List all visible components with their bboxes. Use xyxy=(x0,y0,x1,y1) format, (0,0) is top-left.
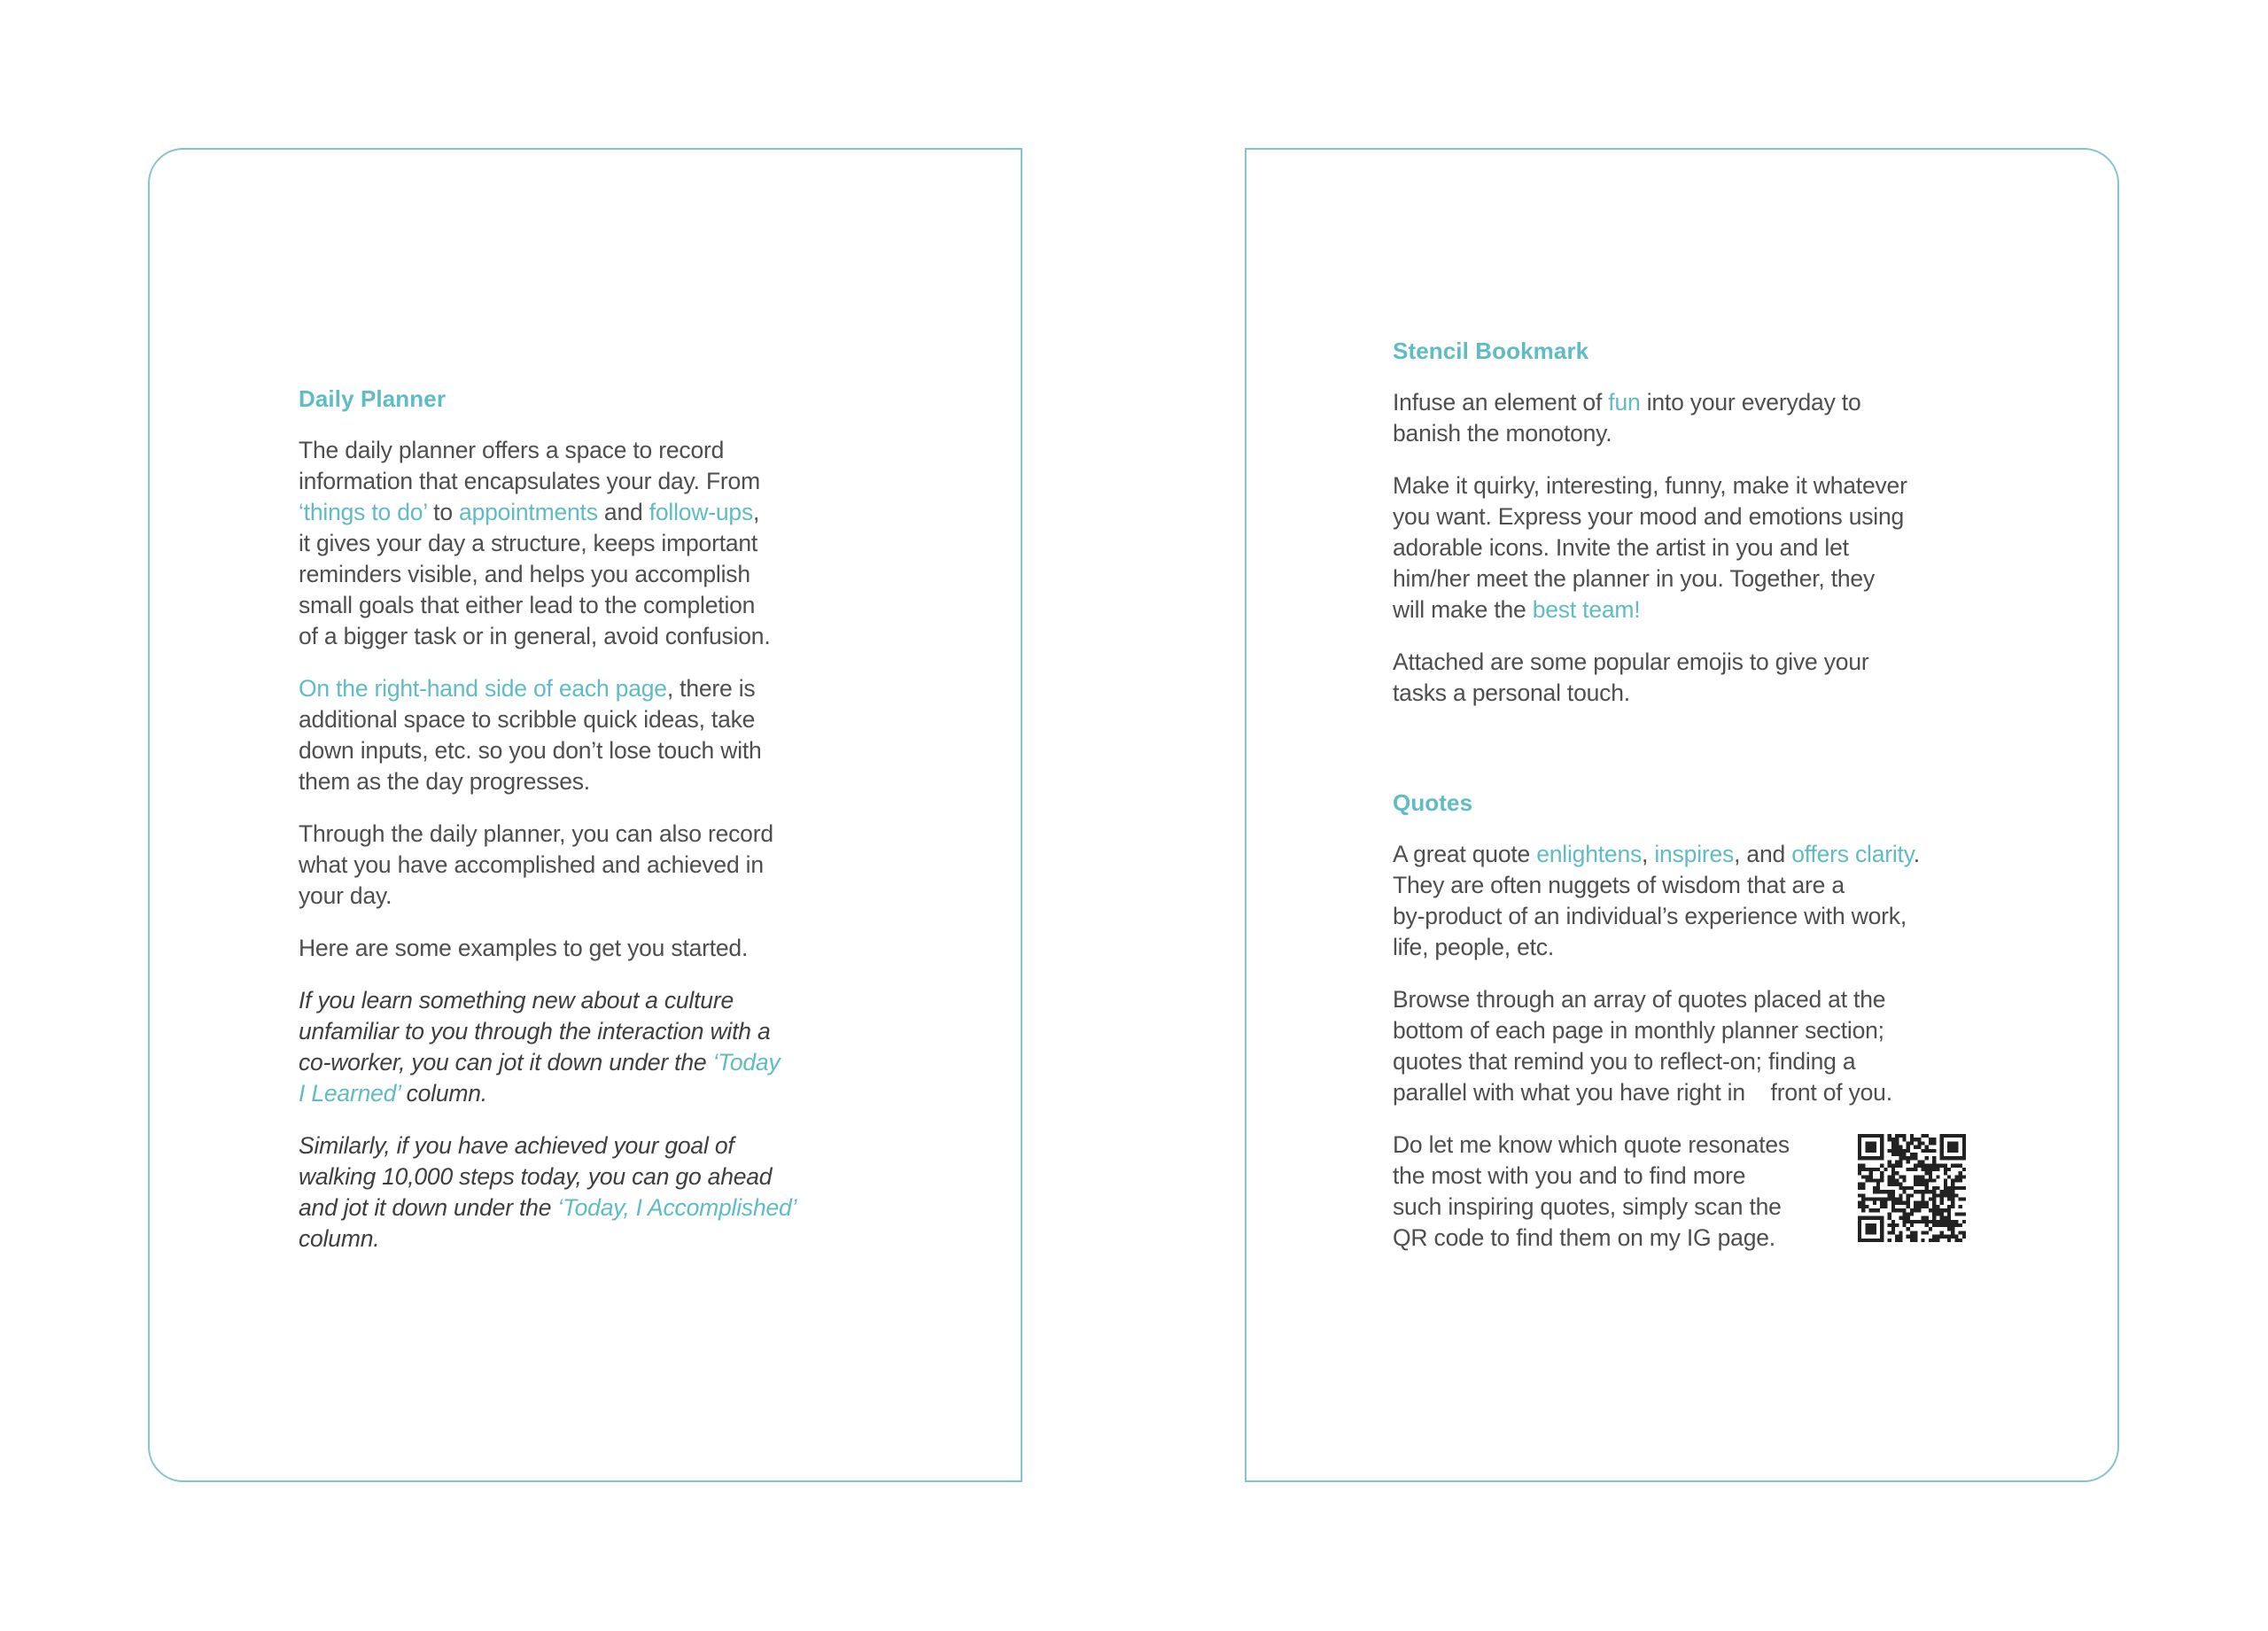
body-text: the most with you and to find more xyxy=(1393,1162,1746,1189)
text-line xyxy=(299,435,936,466)
text-line xyxy=(299,1047,936,1078)
body-text: column. xyxy=(299,1225,380,1252)
body-text: Infuse an element of xyxy=(1393,389,1609,416)
body-text: , there is xyxy=(666,675,756,702)
text-line xyxy=(1393,387,2031,418)
body-text: The daily planner offers a space to record xyxy=(299,437,725,463)
section-heading: Daily Planner xyxy=(299,385,447,412)
text-line xyxy=(299,559,936,590)
text-line xyxy=(299,819,936,850)
body-text: such inspiring quotes, simply scan the xyxy=(1393,1193,1782,1220)
body-text: and xyxy=(597,499,649,525)
body-text: additional space to scribble quick ideas, take xyxy=(299,706,756,733)
highlighted-text: appointments xyxy=(459,499,598,525)
body-text: Through the daily planner, you can also record xyxy=(299,820,773,847)
text-line xyxy=(1393,870,2031,901)
highlighted-text: ‘Today xyxy=(712,1049,781,1076)
paragraph xyxy=(299,435,936,652)
highlighted-text: fun xyxy=(1608,389,1641,416)
body-text: by-product of an individual’s experience with work, xyxy=(1393,903,1907,929)
highlighted-text: I Learned’ xyxy=(299,1080,400,1107)
body-text: walking 10,000 steps today, you can go ahead xyxy=(299,1163,773,1190)
paragraph xyxy=(1393,647,2031,709)
text-line xyxy=(299,1130,936,1161)
text-line xyxy=(1393,1015,2031,1046)
section-spacer xyxy=(1393,730,2031,788)
text-line xyxy=(1393,594,2031,625)
text-line xyxy=(299,590,936,621)
body-text: what you have accomplished and achieved in xyxy=(299,851,764,878)
body-text: . xyxy=(1913,841,1920,867)
text-line xyxy=(299,1192,936,1223)
text-line xyxy=(299,766,936,797)
body-text: information that encapsulates your day. From xyxy=(299,468,760,494)
body-text: tasks a personal touch. xyxy=(1393,680,1630,706)
body-text: A great quote xyxy=(1393,841,1537,867)
body-text: and jot it down under the xyxy=(299,1194,558,1221)
text-line xyxy=(1393,901,2031,932)
body-text: parallel with what you have right in front of you. xyxy=(1393,1079,1892,1106)
body-text: will make the xyxy=(1393,596,1533,623)
text-line xyxy=(1393,678,2031,709)
text-line xyxy=(1393,839,2031,870)
daily-planner-body xyxy=(299,435,936,1254)
stencil-bookmark-section xyxy=(1393,336,2031,709)
paragraph xyxy=(299,673,936,797)
highlighted-text: inspires xyxy=(1654,841,1735,867)
body-text: If you learn something new about a culture xyxy=(299,987,734,1014)
text-line xyxy=(299,466,936,497)
paragraph xyxy=(1393,839,2031,963)
paragraph xyxy=(299,1130,936,1254)
text-line xyxy=(299,621,936,652)
body-text: , and xyxy=(1734,841,1792,867)
body-text: him/her meet the planner in you. Together, they xyxy=(1393,565,1876,592)
text-line xyxy=(299,1016,936,1047)
highlighted-text: offers clarity xyxy=(1791,841,1914,867)
highlighted-text: best team! xyxy=(1532,596,1641,623)
text-line xyxy=(299,735,936,766)
body-text: to xyxy=(427,499,460,525)
body-text: of a bigger task or in general, avoid confusion. xyxy=(299,623,771,649)
text-line xyxy=(299,850,936,881)
body-text: Do let me know which quote resonates xyxy=(1393,1131,1790,1158)
body-text: bottom of each page in monthly planner section; xyxy=(1393,1017,1884,1044)
body-text: , xyxy=(1642,841,1655,867)
body-text: down inputs, etc. so you don’t lose touch with xyxy=(299,737,762,764)
body-text: Make it quirky, interesting, funny, make it whatever xyxy=(1393,472,1907,499)
paragraph xyxy=(299,985,936,1109)
text-line xyxy=(299,1161,936,1192)
text-line xyxy=(299,1078,936,1109)
section-heading: Stencil Bookmark xyxy=(1393,338,1589,364)
body-text: life, people, etc. xyxy=(1393,934,1555,960)
highlighted-text: enlightens xyxy=(1536,841,1643,867)
text-line xyxy=(299,704,936,735)
text-line xyxy=(1393,1046,2031,1077)
text-line xyxy=(1393,470,2031,501)
section-heading: Quotes xyxy=(1393,789,1473,816)
highlighted-text: ‘Today, I Accomplished’ xyxy=(557,1194,797,1221)
text-line xyxy=(1393,532,2031,563)
body-text: co-worker, you can jot it down under the xyxy=(299,1049,713,1076)
body-text: small goals that either lead to the completion xyxy=(299,592,756,618)
body-text: QR code to find them on my IG page. xyxy=(1393,1224,1775,1251)
highlighted-text: ‘things to do’ xyxy=(299,499,428,525)
text-line xyxy=(1393,418,2031,449)
text-line xyxy=(1393,984,2031,1015)
text-line xyxy=(1393,932,2031,963)
text-line xyxy=(1393,501,2031,532)
paragraph xyxy=(1393,470,2031,625)
body-text: into your everyday to xyxy=(1640,389,1861,416)
body-text: Similarly, if you have achieved your goal of xyxy=(299,1132,734,1159)
text-line xyxy=(1393,1077,2031,1108)
body-text: them as the day progresses. xyxy=(299,768,590,795)
highlighted-text: On the right-hand side of each page xyxy=(299,675,667,702)
paragraph xyxy=(1393,387,2031,449)
text-line xyxy=(299,985,936,1016)
body-text: banish the monotony. xyxy=(1393,420,1612,447)
body-text: reminders visible, and helps you accomplish xyxy=(299,561,750,587)
body-text: it gives your day a structure, keeps important xyxy=(299,530,758,556)
text-line xyxy=(299,497,936,528)
body-text: adorable icons. Invite the artist in you and let xyxy=(1393,534,1849,561)
paragraph xyxy=(299,819,936,912)
daily-planner-section xyxy=(299,384,936,1276)
qr-code-icon xyxy=(1858,1134,1966,1242)
body-text: your day. xyxy=(299,882,392,909)
body-text: Here are some examples to get you started. xyxy=(299,935,749,961)
body-text: column. xyxy=(400,1080,487,1107)
body-text: quotes that remind you to reflect-on; finding a xyxy=(1393,1048,1856,1075)
body-text: Browse through an array of quotes placed at the xyxy=(1393,986,1886,1013)
body-text: , xyxy=(753,499,760,525)
paragraph xyxy=(1393,984,2031,1108)
text-line xyxy=(299,933,936,964)
text-line xyxy=(1393,563,2031,594)
section-body xyxy=(1393,387,2031,709)
text-line xyxy=(1393,647,2031,678)
text-line xyxy=(299,673,936,704)
body-text: you want. Express your mood and emotions using xyxy=(1393,503,1905,530)
body-text: unfamiliar to you through the interaction with a xyxy=(299,1018,771,1045)
text-line xyxy=(299,881,936,912)
body-text: They are often nuggets of wisdom that are a xyxy=(1393,872,1845,898)
text-line xyxy=(299,1223,936,1254)
text-line xyxy=(299,528,936,559)
highlighted-text: follow-ups xyxy=(649,499,754,525)
body-text: Attached are some popular emojis to give your xyxy=(1393,649,1869,675)
paragraph xyxy=(299,933,936,964)
